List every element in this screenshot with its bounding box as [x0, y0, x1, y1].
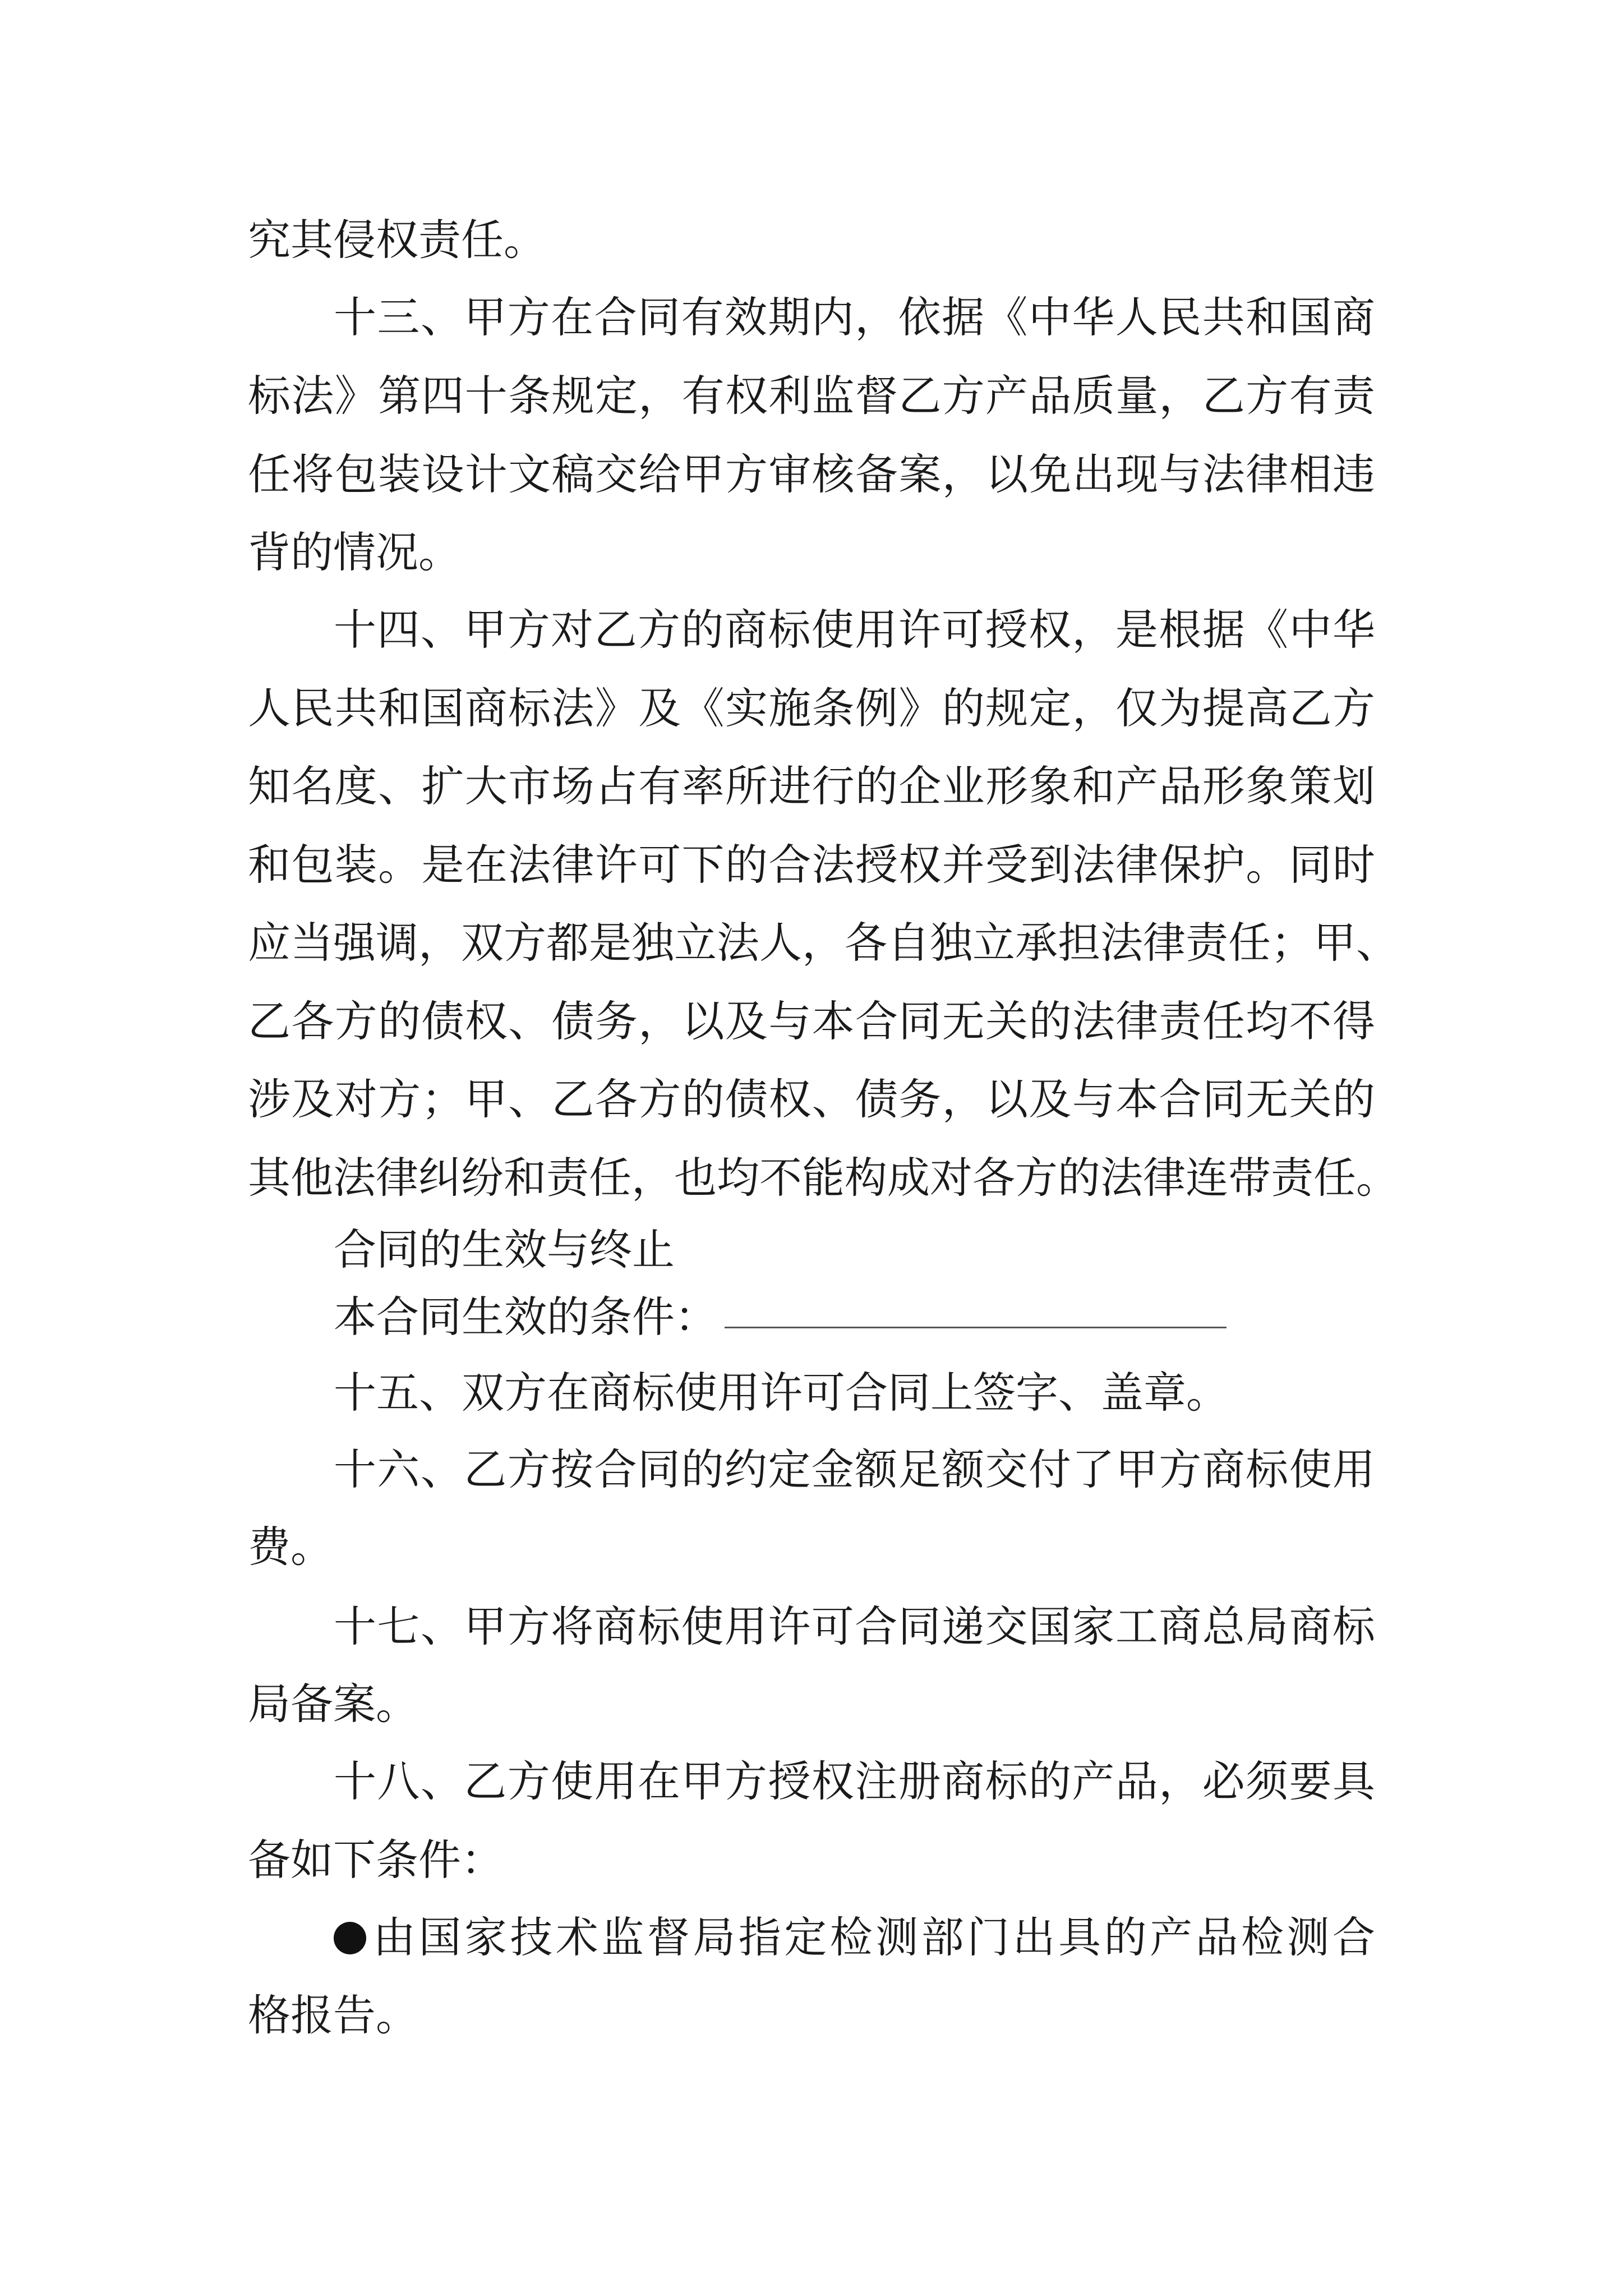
text-line-10: 应当强调，双方都是独立法人，各自独立承担法律责任；甲、: [248, 918, 1399, 968]
text-line-22: 备如下条件：: [248, 1835, 504, 1885]
text-line-15: 本合同生效的条件：: [334, 1292, 717, 1342]
bullet-item-text: 由国家技术监督局指定检测部门出具的产品检测合: [373, 1912, 1375, 1962]
text-line-9: 和包装。是在法律许可下的合法授权并受到法律保护。同时: [248, 840, 1375, 890]
text-line-11: 乙各方的债权、债务，以及与本合同无关的法律责任均不得: [248, 996, 1375, 1046]
text-line-12: 涉及对方；甲、乙各方的债权、债务，以及与本合同无关的: [248, 1074, 1375, 1124]
text-line-1: 究其侵权责任。: [248, 215, 546, 265]
bullet-item: [334, 1911, 1375, 1964]
text-line-6: 十四、甲方对乙方的商标使用许可授权，是根据《中华: [334, 605, 1375, 655]
text-line-3: 标法》第四十条规定，有权利监督乙方产品质量，乙方有责: [248, 371, 1375, 421]
bullet-dot-icon: [334, 1922, 366, 1954]
text-line-19: 十七、甲方将商标使用许可合同递交国家工商总局商标: [334, 1602, 1375, 1651]
text-line-17: 十六、乙方按合同的约定金额足额交付了甲方商标使用: [334, 1444, 1375, 1494]
text-line-8: 知名度、扩大市场占有率所进行的企业形象和产品形象策划: [248, 761, 1375, 811]
text-line-18: 费。: [248, 1522, 333, 1572]
text-line-21: 十八、乙方使用在甲方授权注册商标的产品，必须要具: [334, 1756, 1375, 1806]
text-line-13: 其他法律纠纷和责任，也均不能构成对各方的法律连带责任。: [248, 1153, 1399, 1203]
text-line-16: 十五、双方在商标使用许可合同上签字、盖章。: [334, 1368, 1229, 1418]
text-line-4: 任将包装设计文稿交给甲方审核备案，以免出现与法律相违: [248, 449, 1375, 499]
condition-blank-field: [725, 1327, 1227, 1328]
text-line-7: 人民共和国商标法》及《实施条例》的规定，仅为提高乙方: [248, 683, 1375, 733]
section-heading: 合同的生效与终止: [334, 1225, 675, 1274]
text-line-20: 局备案。: [248, 1679, 418, 1729]
text-line-2: 十三、甲方在合同有效期内，依据《中华人民共和国商: [334, 292, 1375, 342]
text-line-5: 背的情况。: [248, 527, 461, 577]
text-line-24: 格报告。: [248, 1990, 418, 2040]
